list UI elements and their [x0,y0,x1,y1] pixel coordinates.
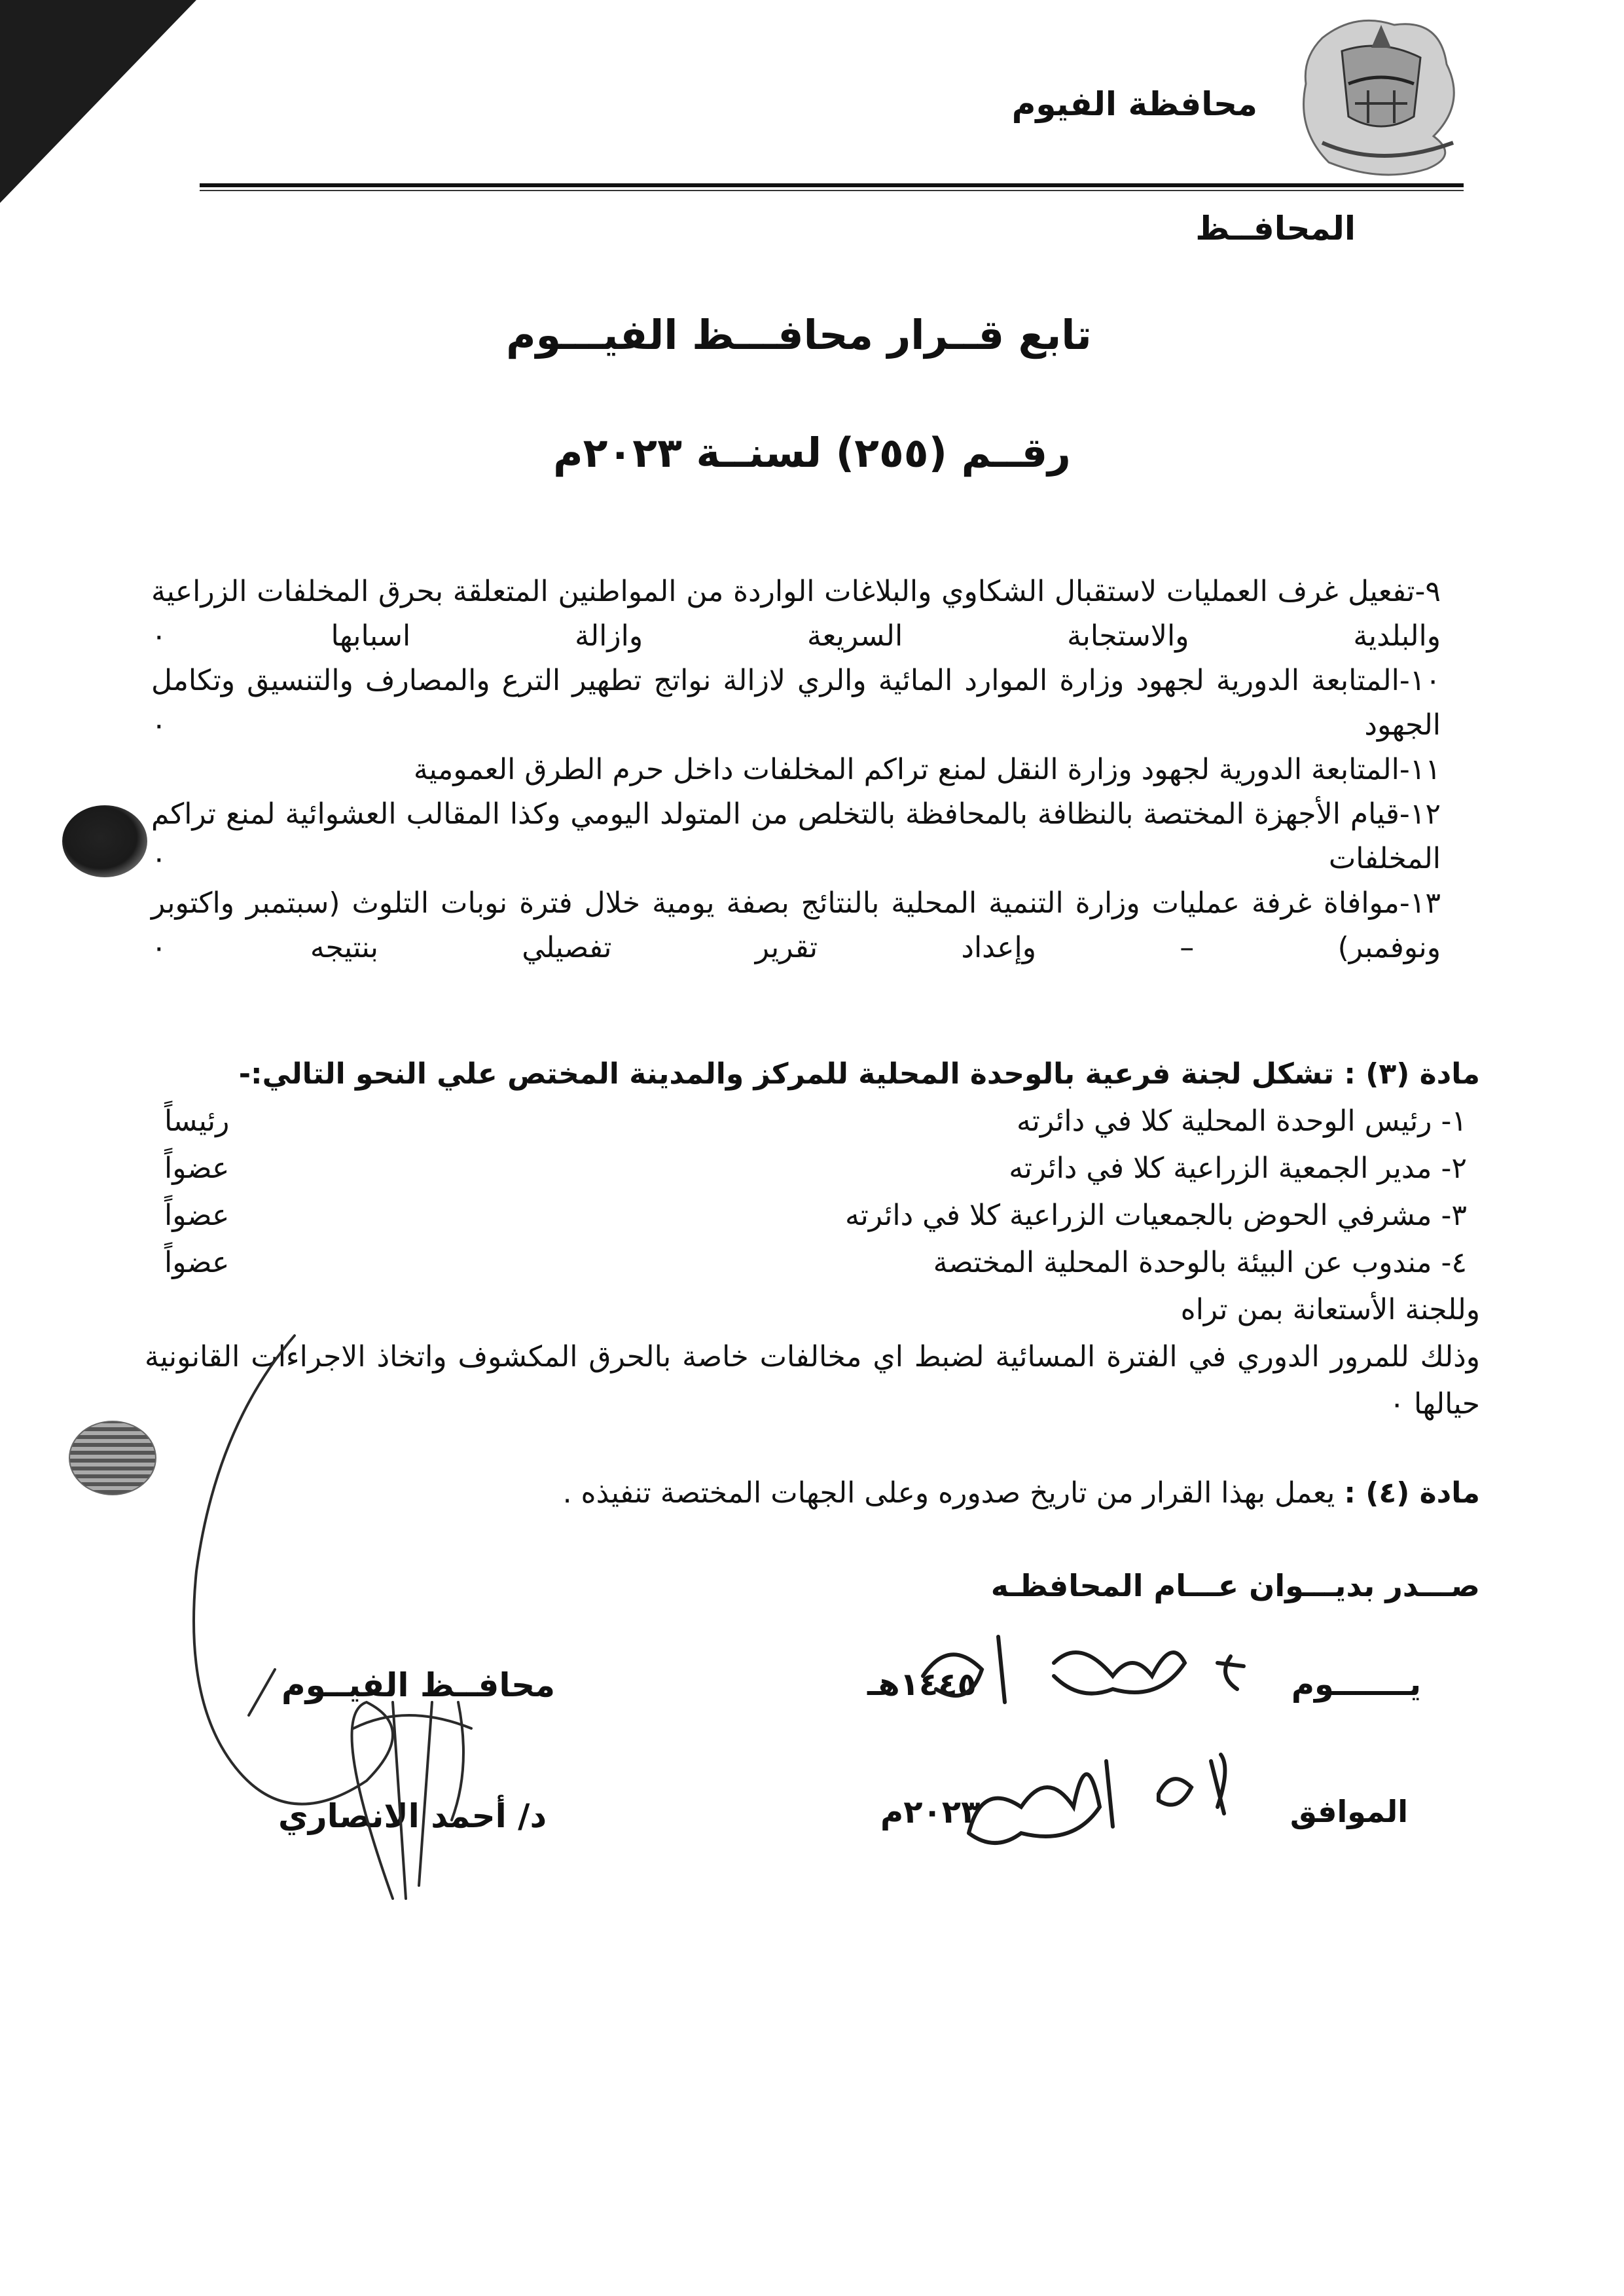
list-item: ١١-المتابعة الدورية لجهود وزارة النقل لمنع تراكم المخلفات داخل حرم الطرق العمومية [413,753,1441,786]
governorate-name: محافظة الفيوم [1011,85,1257,123]
punch-hole [69,1421,156,1495]
member-role: عضواً [164,1152,230,1185]
member-title: ٢- مدير الجمعية الزراعية كلا في دائرته [1009,1152,1467,1185]
committee-member [145,1239,1480,1286]
list-item: ١٢-قيام الأجهزة المختصة بالنظافة بالمحافظة بالتخلص من المتولد اليومي وكذا المقالب العشوائية لمنع تراكم المخلفات ٠ [151,797,1441,875]
committee-member [145,1098,1480,1145]
committee-member [145,1192,1480,1239]
punch-hole [62,805,147,877]
scan-corner-mark [0,0,196,203]
decree-number: رقــم (٢٥٥) لسنــة ٢٠٢٣م [553,429,1071,477]
signatory-name: د/ أحمد الانصاري [278,1797,547,1835]
day-label: يـــــــوم [1291,1666,1421,1703]
member-title: ١- رئيس الوحدة المحلية كلا في دائرته [1016,1104,1467,1138]
fayoum-governorate-emblem-icon [1283,12,1479,189]
list-item: ١٠-المتابعة الدورية لجهود وزارة الموارد المائية والري لازالة نواتج تطهير الترع والمصارف والتنسيق وتكامل الجهود ٠ [151,664,1441,742]
decree-items [151,570,1441,970]
hijri-year: ١٤٤٥هـ [867,1666,977,1703]
issued-at: صـــدر بديـــوان عـــام المحافظـه [990,1568,1480,1603]
list-item: ١٣-موافاة غرفة عمليات وزارة التنمية المحلية بالنتائج بصفة يومية خلال فترة نوبات التلوث (سبتمبر واكتوبر ونوفمبر) – وإعداد تقرير تفصيلي بنتيجه ٠ [151,886,1441,964]
office-title: المحافــظ [1195,210,1356,247]
article-3 [145,1051,1480,1428]
header-divider [200,190,1464,191]
article-4 [563,1476,1480,1510]
member-title: ٤- مندوب عن البيئة بالوحدة المحلية المختصة [933,1246,1467,1279]
header-divider [200,183,1464,187]
member-role: عضواً [164,1246,230,1279]
article-4-text: يعمل بهذا القرار من تاريخ صدوره وعلى الجهات المختصة تنفيذه . [562,1476,1335,1510]
member-role: عضواً [164,1199,230,1232]
list-item: ٩-تفعيل غرف العمليات لاستقبال الشكاوي والبلاغات الواردة من المواطنين المتعلقة بحرق المخلفات الزراعية والبلدية والاستجابة السريعة وازالة اسبابها ٠ [151,575,1441,653]
corresponding-label: الموافق [1290,1794,1408,1829]
committee-extra: وللجنة الأستعانة بمن تراه [1180,1293,1480,1326]
article-4-label: مادة (٤) : [1344,1476,1480,1510]
committee-member [145,1145,1480,1192]
member-title: ٣- مشرفي الحوض بالجمعيات الزراعية كلا في دائرته [844,1199,1467,1232]
article-3-heading: مادة (٣) : تشكل لجنة فرعية بالوحدة المحلية للمركز والمدينة المختص علي النحو التالي:- [238,1057,1480,1091]
gregorian-year: ٢٠٢٣م [880,1794,981,1831]
member-role: رئيساً [164,1104,230,1138]
signatory-title: محافــظ الفيــوم [281,1666,556,1704]
decree-title: تابع قــرار محافـــظ الفيـــوم [506,311,1092,359]
committee-purpose: وذلك للمرور الدوري في الفترة المسائية لضبط اي مخالفات خاصة بالحرق المكشوف واتخاذ الاجراءات القانونية حيالها ٠ [145,1340,1480,1421]
